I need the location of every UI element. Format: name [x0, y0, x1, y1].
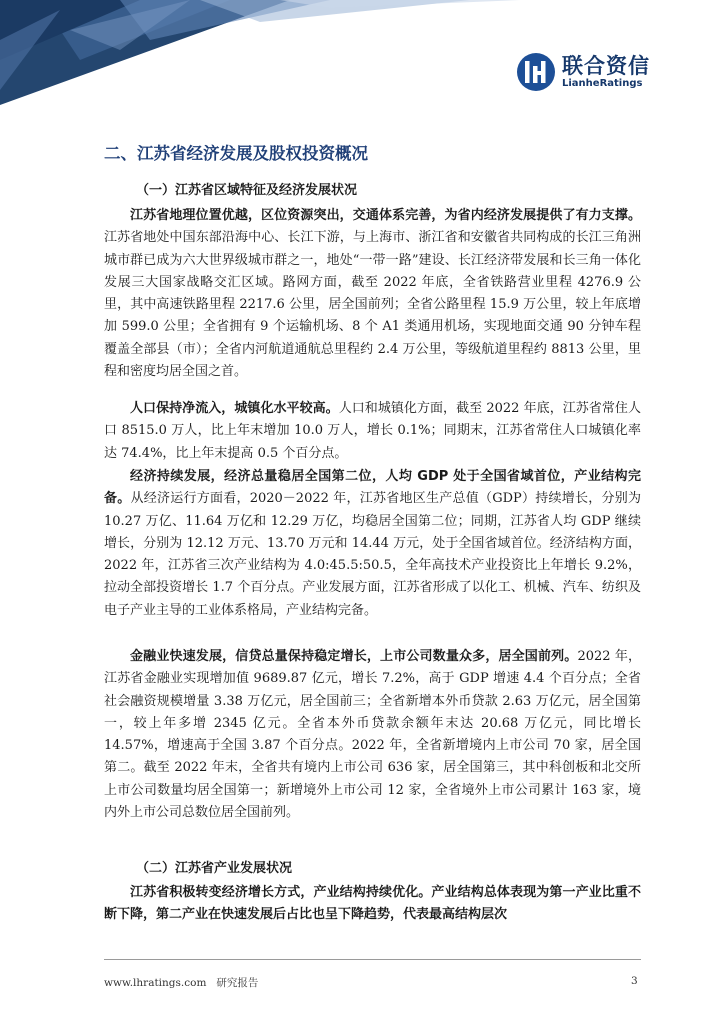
paragraph-lead: 江苏省积极转变经济增长方式，产业结构持续优化。产业结构总体表现为第一产业比重不断下降，第二产业在快速发展后占比也呈下降趋势，代表最高结构层次 — [104, 885, 641, 923]
paragraph-transport — [104, 205, 641, 383]
section-title: 二、江苏省经济发展及股权投资概况 — [104, 144, 368, 163]
paragraph-lead: 金融业快速发展，信贷总量保持稳定增长，上市公司数量众多，居全国前列。 — [130, 649, 578, 664]
subsection-title-2: （二）江苏省产业发展状况 — [136, 861, 293, 876]
paragraph-lead: 人口保持净流入，城镇化水平较高。 — [130, 401, 339, 416]
paragraph-finance — [104, 646, 641, 824]
paragraph-body: 从经济运行方面看，2020－2022 年，江苏省地区生产总值（GDP）持续增长，分别为 10.27 万亿、11.64 万亿和 12.29 万亿，均稳居全国第二位；同期，江苏省人均 GDP 继续增长，分别为 12.12 万元、13.70 万元和 14.44 万元，处于全国省域首位。经济结构方面，2022 年，江苏省三次产业结构为 4.0:45.5:50.5，全年高技术产业投资比上年增长 9.2%，拉动全部投资增长 1.7 个百分点。产业发展方面，江苏省形成了以化工、机械、汽车、纺织及电子产业主导的工业体系格局，产业结构完备。 — [104, 491, 641, 618]
footer-doc-type: 研究报告 — [216, 977, 259, 989]
page-number: 3 — [631, 975, 638, 987]
paragraph-population — [104, 398, 641, 465]
header-decoration — [0, 0, 520, 110]
paragraph-body: 江苏省地处中国东部沿海中心、长江下游，与上海市、浙江省和安徽省共同构成的长江三角洲城市群已成为六大世界级城市群之一，地处“一带一路”建设、长江经济带发展和长三角一体化发展三大国家战略交汇区域。路网方面，截至 2022 年底，全省铁路营业里程 4276.9 公里，其中高速铁路里程 2217.6 公里，居全国前列；全省公路里程 15.9 万公里，较上年底增加 599.0 公里；全省拥有 9 个运输机场、8 个 A1 类通用机场，实现地面交通 90 分钟车程覆盖全部县（市）；全省内河航道通航总里程约 2.4 万公里，等级航道里程约 8813 公里，里程和密度均居全国之首。 — [104, 230, 641, 380]
paragraph-lead: 经济持续发展，经济总量稳居全国第二位，人均 GDP 处于全国省域首位，产业结构完备。 — [104, 469, 641, 507]
footer-info — [104, 975, 258, 990]
paragraph-body: 2022 年，江苏省金融业实现增加值 9689.87 亿元，增长 7.2%，高于 GDP 增速 4.4 个百分点；全省社会融资规模增量 3.38 万亿元，居全国前三；全省新增本外币贷款 2.63 万亿元，居全国第一，较上年多增 2345 亿元。全省本外币贷款余额年末达 20.68 万亿元，同比增长 14.57%，增速高于全国 3.87 个百分点。2022 年，全省新增境内上市公司 70 家，居全国第二。截至 2022 年末，全省共有境内上市公司 636 家，居全国第三，其中科创板和北交所上市公司数量均居全国第一；新增境外上市公司 12 家，全省境外上市公司累计 163 家，境内外上市公司总数位居全国前列。 — [104, 649, 641, 821]
footer-divider — [104, 959, 641, 960]
footer-website: www.lhratings.com — [104, 977, 207, 989]
subsection-title-1: （一）江苏省区域特征及经济发展状况 — [136, 183, 358, 198]
paragraph-lead: 江苏省地理位置优越，区位资源突出，交通体系完善，为省内经济发展提供了有力支撑。 — [130, 208, 641, 223]
paragraph-body: 人口和城镇化方面，截至 2022 年底，江苏省常住人口 8515.0 万人，比上年末增加 10.0 万人，增长 0.1%；同期末，江苏省常住人口城镇化率达 74.4%，比上年末提高 0.5 个百分点。 — [104, 401, 641, 461]
paragraph-industry — [104, 882, 641, 927]
brand-name-cn: 联合资信 — [562, 53, 650, 78]
brand-name-en: LianheRatings — [562, 77, 643, 89]
logo-mark-icon — [516, 52, 556, 92]
paragraph-economy — [104, 466, 641, 622]
brand-logo — [516, 52, 650, 92]
